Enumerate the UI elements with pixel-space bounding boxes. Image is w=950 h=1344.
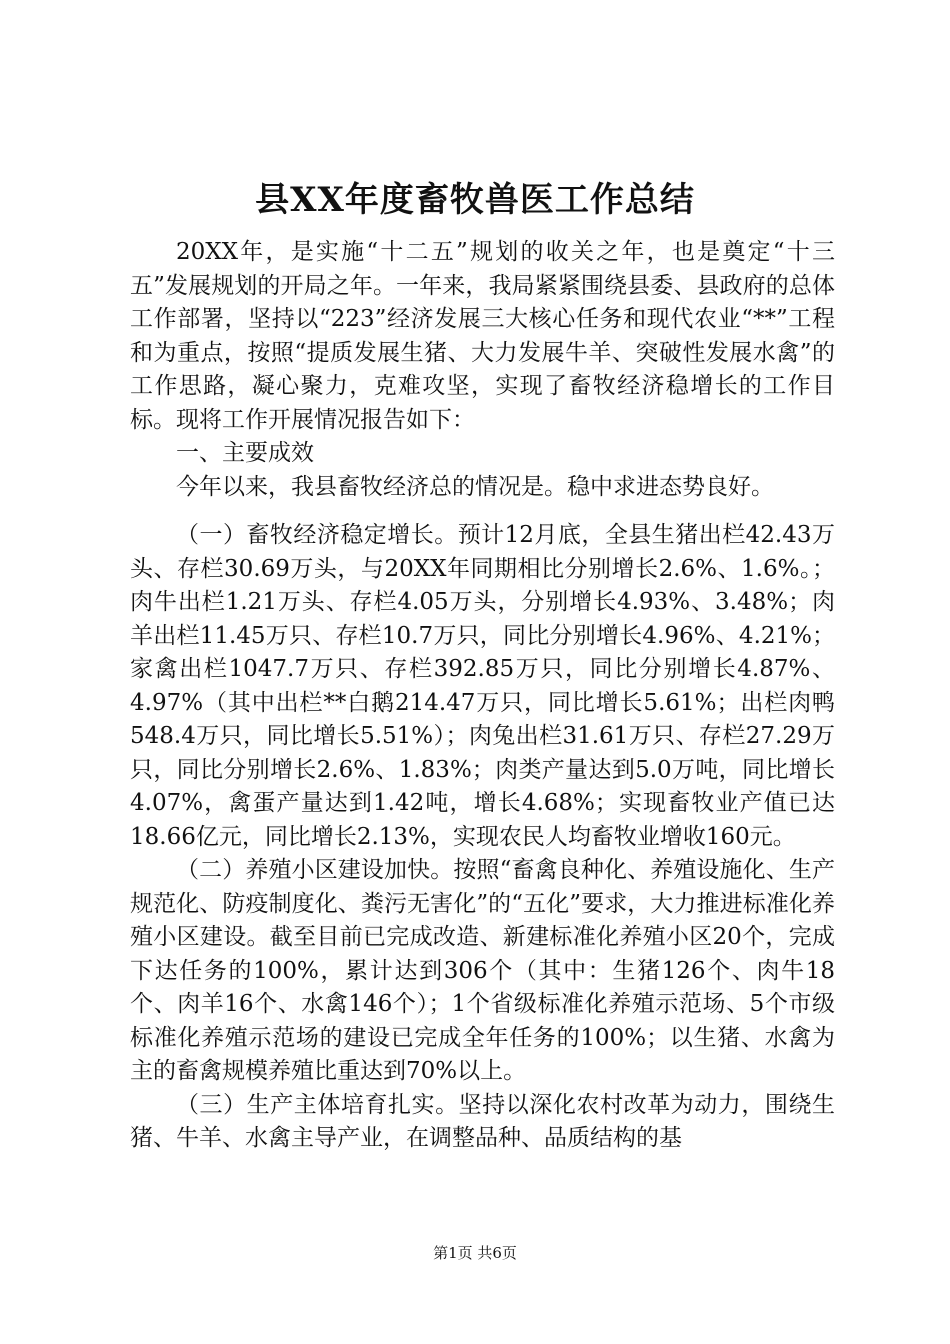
document-title: 县XX年度畜牧兽医工作总结: [255, 180, 695, 220]
paragraph-overview: 今年以来，我县畜牧经济总的情况是。稳中求进态势良好。: [176, 473, 774, 500]
document-body: [130, 236, 835, 1156]
section-heading: 一、主要成效: [176, 440, 314, 466]
page-footer: 第1页 共6页: [433, 1244, 517, 1262]
paragraph-production-entities: （三）生产主体培育扎实。坚持以深化农村改革为动力，围绕生猪、牛羊、水禽主导产业，在调整品种、品质结构的基: [130, 1091, 835, 1151]
paragraph-breeding-zones: （二）养殖小区建设加快。按照“畜禽良种化、养殖设施化、生产规范化、防疫制度化、粪污无害化”的“五化”要求，大力推进标准化养殖小区建设。截至目前已完成改造、新建标准化养殖小区20个，完成下达任务的100%，累计达到306个（其中：生猪126个、肉牛18个、肉羊16个、水禽146个）；1个省级标准化养殖示范场、5个市级标准化养殖示范场的建设已完成全年任务的100%；以生猪、水禽为主的畜禽规模养殖比重达到70%以上。: [130, 857, 835, 1084]
paragraph-economy-growth: （一）畜牧经济稳定增长。预计12月底，全县生猪出栏42.43万头、存栏30.69万头，与20XX年同期相比分别增长2.6%、1.6%。；肉牛出栏1.21万头、存栏4.05万头，分别增长4.93%、3.48%；肉羊出栏11.45万只、存栏10.7万只，同比分别增长4.96%、4.21%；家禽出栏1047.7万只、存栏392.85万只，同比分别增长4.87%、4.97%（其中出栏**白鹅214.47万只，同比增长5.61%；出栏肉鸭548.4万只，同比增长5.51%）；肉兔出栏31.61万只、存栏27.29万只，同比分别增长2.6%、1.83%；肉类产量达到5.0万吨，同比增长4.07%，禽蛋产量达到1.42吨，增长4.68%；实现畜牧业产值已达18.66亿元，同比增长2.13%，实现农民人均畜牧业增收160元。: [130, 522, 835, 850]
paragraph-intro: 20XX年，是实施“十二五”规划的收关之年，也是奠定“十三五”发展规划的开局之年。一年来，我局紧紧围绕县委、县政府的总体工作部署，坚持以“223”经济发展三大核心任务和现代农业“**”工程和为重点，按照“提质发展生猪、大力发展牛羊、突破性发展水禽”的工作思路，凝心聚力，克难攻坚，实现了畜牧经济稳增长的工作目标。现将工作开展情况报告如下：: [130, 239, 835, 433]
